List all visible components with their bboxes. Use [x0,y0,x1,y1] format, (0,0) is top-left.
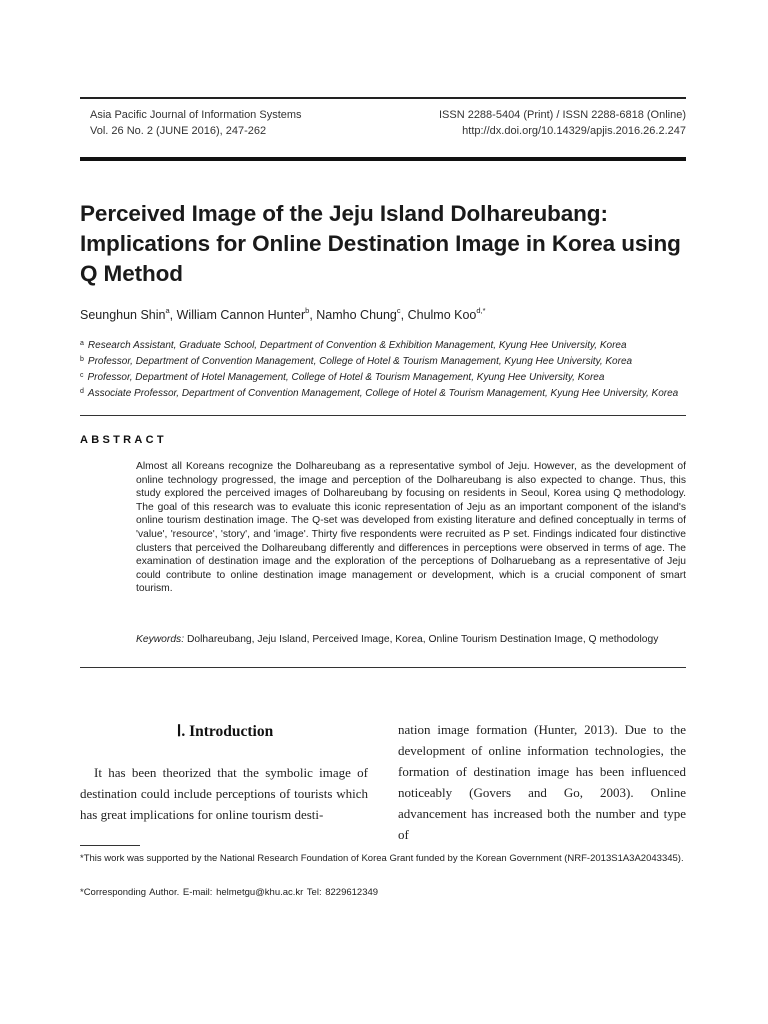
author-list [80,306,486,322]
footnote-corresponding: *Corresponding Author. E-mail: helmetgu@khu.ac.kr Tel: 8229612349 [80,887,379,898]
author: William Cannon Hunter$^b$, [176,306,317,322]
affiliation: $^a$ Research Assistant, Graduate School, Department of Convention & Exhibition Management, Kyung Hee University, Korea [80,340,627,351]
author: Chulmo Koo$^{d,*}$ [407,306,486,322]
header-rule-top [80,97,686,99]
journal-name: Asia Pacific Journal of Information Systems [90,109,302,121]
section-heading-introduction: Ⅰ. Introduction [176,723,274,740]
journal-doi[interactable]: http://dx.doi.org/10.14329/apjis.2016.26.2.247 [462,124,686,137]
footnote-funding: *This work was supported by the National Research Foundation of Korea Grant funded by the Korean Government (NRF-2013S1A3A2043345). [80,853,684,864]
abstract-rule-bottom [80,667,686,668]
affiliation: $^d$ Associate Professor, Department of Convention Management, College of Hotel & Tourism Management, Kyung Hee University, Korea [80,388,679,399]
abstract-rule-top [80,415,686,416]
affiliation-list [80,337,690,401]
footnote-rule [80,845,140,846]
keywords-label: Keywords: [136,634,185,645]
abstract-heading: ABSTRACT [80,434,167,446]
journal-issn: ISSN 2288-5404 (Print) / ISSN 2288-6818 (Online) [438,109,686,121]
author: Seunghun Shin$^a$, [80,306,177,322]
intro-column-left: It has been theorized that the symbolic image of destination could include perceptions of tourists which has great implications for online tourism desti- [80,765,368,822]
keywords-list: Dolhareubang, Jeju Island, Perceived Image, Korea, Online Tourism Destination Image, Q methodology [186,634,659,645]
journal-info [90,108,302,139]
journal-identifiers [439,108,686,139]
author: Namho Chung$^c$, [316,306,408,322]
affiliation: $^c$ Professor, Department of Hotel Management, College of Hotel & Tourism Management, Kyung Hee University, Korea [80,372,605,383]
affiliation: $^b$ Professor, Department of Convention Management, College of Hotel & Tourism Management, Kyung Hee University, Korea [80,356,633,367]
keywords [136,634,696,645]
abstract-body: Almost all Koreans recognize the Dolhareubang as a representative symbol of Jeju. However, as the development of online technology progressed, the image and perception of the Dolhareubang is also expected to change. Thus, this study explored the perceived images of Dolhareubang by focusing on residents in Seoul, Korea using Q methodology. The goal of this research was to evaluate this iconic representation of Jeju as an important component of the island's online tourism destination image. The Q-set was developed from existing literature and defined conceptually in terms of 'value', 'resource', 'story', and 'image'. Thirty five respondents were recruited as P set. Findings indicated four distinctive clusters that perceived the Dolhareubang differently and differences in perceptions were observed in terms of age. The examination of destination image and the exploration of the perceptions of Dolharuebang as a representative of Jeju could contribute to online destination image management or development, which is a crucial component of smart tourism. [136,461,686,595]
intro-column-right: nation image formation (Hunter, 2013). Due to the development of online information technologies, the formation of destination image has been influenced noticeably (Govers and Go, 2003). Online advancement has increased both the number and type of [398,722,686,842]
paper-title: Perceived Image of the Jeju Island Dolhareubang: Implications for Online Destination Image in Korea using Q Method [80,201,681,286]
journal-volume: Vol. 26 No. 2 (JUNE 2016), 247-262 [90,124,267,137]
header-rule-bottom [80,157,686,161]
